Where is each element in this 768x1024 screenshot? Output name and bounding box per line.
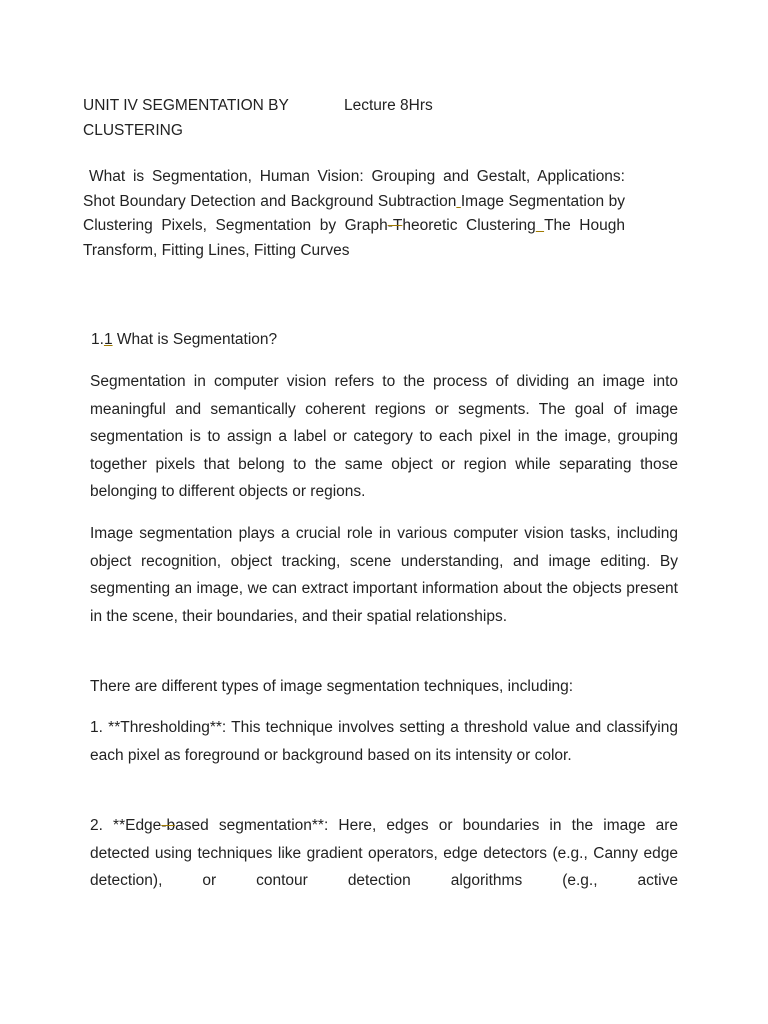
edge-item-start: 2. **Edge	[90, 817, 162, 834]
tracked-change-mark	[536, 217, 544, 234]
section-heading	[91, 328, 277, 352]
paragraph-techniques-intro: There are different types of image segmentation techniques, including:	[90, 678, 574, 695]
unit-title-line2: CLUSTERING	[83, 122, 183, 139]
paragraph-importance: Image segmentation plays a crucial role in various computer vision tasks, including object recognition, object tracking, scene understanding, and image editing. By segmenting an image, we can extract important information about the objects present in the scene, their boundaries, and their spatial relationships.	[90, 525, 678, 625]
syllabus-part-3: heoretic Clustering	[402, 217, 536, 234]
syllabus-part-2: Image Segmentation by Clustering Pixels, Segmentation by Graph	[83, 192, 626, 234]
lecture-hours: Lecture 8Hrs	[344, 97, 433, 114]
edge-item-rest: ased segmentation**: Here, edges or boundaries in the image are detected using techniques like gradient operators, edge detectors (e.g., Canny edge detection), or contour detection algorithms (e.g., active	[90, 817, 678, 890]
section-prefix: 1.	[91, 331, 104, 348]
unit-title-line1: UNIT IV SEGMENTATION BY	[83, 97, 289, 114]
syllabus-part-4: The Hough Transform, Fitting Lines, Fitting Curves	[83, 217, 625, 259]
syllabus-topics	[83, 165, 625, 263]
section-number: 1	[103, 331, 113, 348]
tracked-change-mark: -b	[161, 817, 176, 834]
paragraph-definition: Segmentation in computer vision refers to the process of dividing an image into meaningful and semantically coherent regions or segments. The goal of image segmentation is to assign a label or category to each pixel in the image, grouping together pixels that belong to the same object or region while separating those belonging to different objects or regions.	[90, 373, 678, 501]
list-item-edge-based	[90, 812, 678, 895]
syllabus-part-1: What is Segmentation, Human Vision: Grouping and Gestalt, Applications: Shot Boundary Detection and Background Subtraction	[83, 168, 625, 210]
unit-title	[83, 93, 333, 143]
tracked-change-mark: -T	[387, 217, 403, 234]
section-title-text: What is Segmentation?	[112, 331, 278, 348]
list-item-thresholding: 1. **Thresholding**: This technique involves setting a threshold value and classifying each pixel as foreground or background based on its intensity or color.	[90, 719, 678, 764]
